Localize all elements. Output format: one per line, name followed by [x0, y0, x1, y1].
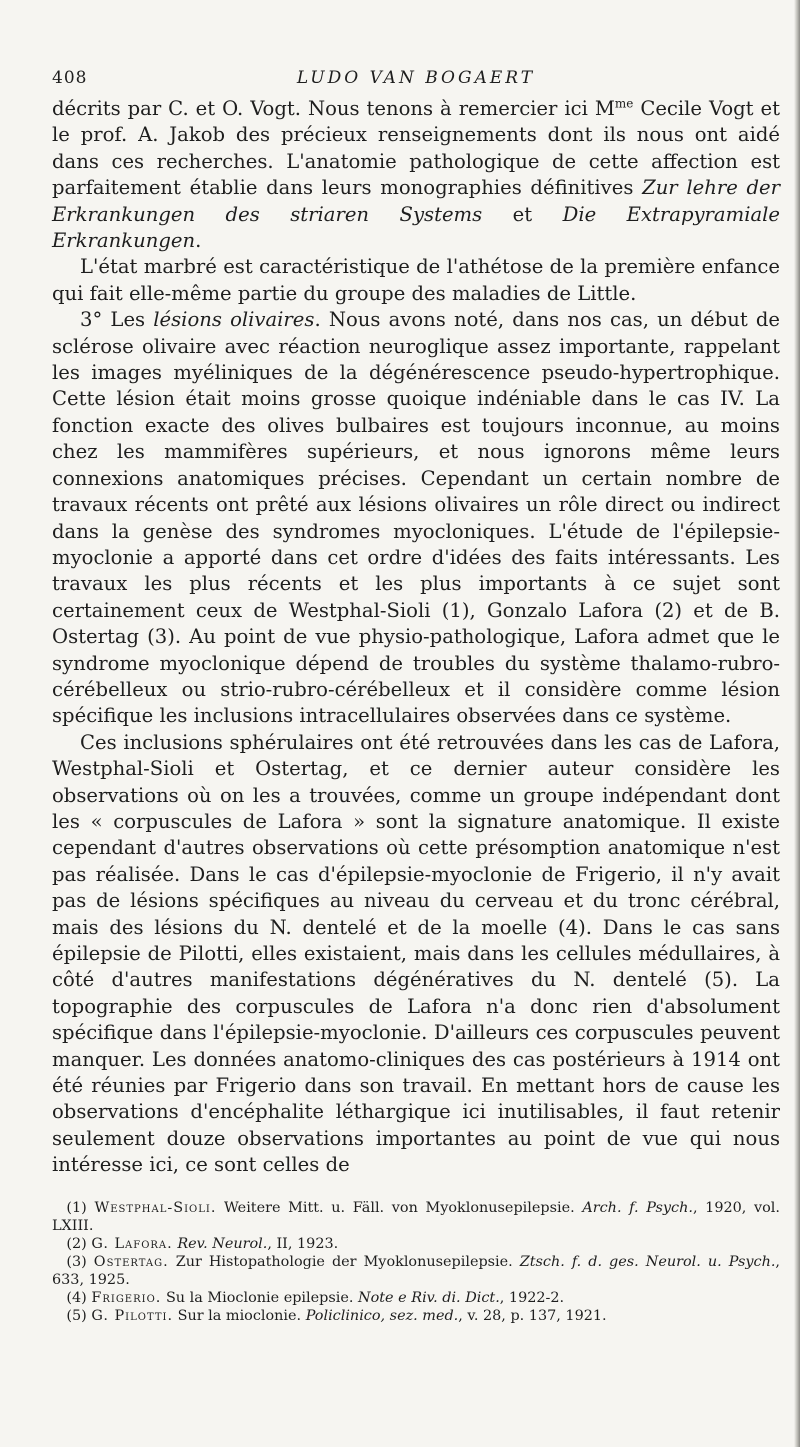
- paragraph-2: L'état marbré est caractéristique de l'athétose de la première enfance qui fait elle-même partie du groupe des maladies de Little.: [52, 255, 780, 305]
- p3-text-b: . Nous avons noté, dans nos cas, un début de sclérose olivaire avec réaction neuroglique assez importante, rappelant les images myéliniques de la dégénérescence pseudo-hypertrophique. Cette lésion était moins grosse quoique indéniable dans le cas IV. La fonction exacte des olives bulbaires est toujours inconnue, au moins chez les mammifères supérieurs, et nous ignorons même leurs connexions anatomiques précises. Cependant un certain nombre de travaux récents ont prêté aux lésions olivaires un rôle direct ou indirect dans la genèse des syndromes myocloniques. L'étude de l'épilepsie-myoclonie a apporté dans cet ordre d'idées des faits intéressants. Les travaux les plus récents et les plus importants à ce sujet sont certainement ceux de Westphal-Sioli (1), Gonzalo Lafora (2) et de B. Ostertag (3). Au point de vue physio-pathologique, Lafora admet que le syndrome myoclonique dépend de troubles du système thalamo-rubro-cérébelleux ou strio-rubro-cérébelleux et il considère comme lésion spécifique les inclusions intracellulaires observées dans ce système.: [52, 308, 780, 728]
- fn4-source: Note e Riv. di. Dict.: [358, 1289, 500, 1306]
- p1-title-1: Zur lehre der Erkrankungen des striaren Systems: [52, 176, 780, 226]
- fn5-source: Policlinico, sez. med.: [305, 1307, 459, 1324]
- p1-text-b: Cecile Vogt et le prof. A. Jakob des précieux renseignements dont ils nous ont aidé dans ces recherches. L'anatomie pathologique de cette affection est parfaitement établie dans leurs monographies définitives: [52, 97, 780, 200]
- fn1-text: Weitere Mitt. u. Fäll. von Myoklonusepilepsie.: [216, 1199, 583, 1216]
- fn5-rest: , v. 28, p. 137, 1921.: [458, 1307, 607, 1324]
- p3-italic: lésions olivaires: [153, 308, 315, 332]
- fn4-num: (4): [66, 1289, 87, 1306]
- fn4-text: Su la Mioclonie epilepsie.: [161, 1289, 359, 1306]
- fn1-rest: , 1920, vol. LXIII.: [52, 1199, 780, 1234]
- fn3-source: Ztsch. f. d. ges. Neurol. u. Psych.: [519, 1253, 776, 1270]
- p1-text-d: .: [195, 229, 202, 253]
- fn5-author: G. Pilotti.: [91, 1307, 174, 1324]
- fn3-num: (3): [66, 1253, 87, 1270]
- fn3-text: Zur Histopathologie der Myoklonusepilepsie.: [168, 1253, 520, 1270]
- fn1-num: (1): [66, 1199, 87, 1216]
- body-text: [52, 96, 780, 1179]
- fn5-text: Sur la mioclonie.: [173, 1307, 306, 1324]
- fn1-source: Arch. f. Psych.: [582, 1199, 693, 1216]
- footnote-1: [52, 1199, 780, 1235]
- fn2-author: G. Lafora.: [91, 1235, 173, 1252]
- fn1-author: Westphal-Sioli.: [94, 1199, 217, 1216]
- paragraph-1: [52, 96, 780, 254]
- p3-text-a: 3° Les: [80, 308, 154, 332]
- fn5-num: (5): [66, 1307, 87, 1324]
- footnotes: [52, 1199, 780, 1325]
- fn4-author: Frigerio.: [91, 1289, 162, 1306]
- paragraph-4: Ces inclusions sphérulaires ont été retrouvées dans les cas de Lafora, Westphal-Sioli et Ostertag, et ce dernier auteur considère les observations où on les a trouvées, comme un groupe indépendant dont les « corpuscules de Lafora » sont la signature anatomique. Il existe cependant d'autres observations où cette présomption anatomique n'est pas réalisée. Dans le cas d'épilepsie-myoclonie de Frigerio, il n'y avait pas de lésions spécifiques au niveau du cerveau et du tronc cérébral, mais des lésions du N. dentelé et de la moelle (4). Dans le cas sans épilepsie de Pilotti, elles existaient, mais dans les cellules médullaires, à côté d'autres manifestations dégénératives du N. dentelé (5). La topographie des corpuscules de Lafora n'a donc rien d'absolument spécifique dans l'épilepsie-myoclonie. D'ailleurs ces corpuscules peuvent manquer. Les données anatomo-cliniques des cas postérieurs à 1914 ont été réunies par Frigerio dans son travail. En mettant hors de cause les observations d'encéphalite léthargique ici inutilisables, il faut retenir seulement douze observations importantes au point de vue qui nous intéresse ici, ce sont celles de: [52, 730, 780, 1177]
- fn2-num: (2): [66, 1235, 87, 1252]
- fn2-source: Rev. Neurol.: [177, 1235, 268, 1252]
- fn3-author: Ostertag.: [93, 1253, 169, 1270]
- page-edge-shadow: [794, 0, 800, 1447]
- footnote-2: [52, 1235, 780, 1253]
- footnote-3: [52, 1253, 780, 1289]
- p1-text-c: et: [482, 202, 563, 226]
- p1-text-a: décrits par C. et O. Vogt. Nous tenons à remercier ici M: [52, 97, 615, 120]
- footnote-4: [52, 1289, 780, 1307]
- fn4-rest: , 1922-2.: [499, 1289, 565, 1306]
- page-number: 408: [52, 68, 88, 88]
- running-title: LUDO VAN BOGAERT: [296, 68, 536, 88]
- fn2-rest: , II, 1923.: [267, 1235, 339, 1252]
- book-page: [52, 62, 780, 1325]
- page-header: [52, 62, 780, 96]
- fn3-rest: , 633, 1925.: [52, 1253, 780, 1288]
- footnote-5: [52, 1307, 780, 1325]
- paragraph-3: [52, 307, 780, 730]
- p1-title-2: Die Extrapyramiale Erkrankungen: [52, 202, 780, 253]
- p1-superscript: me: [614, 96, 634, 111]
